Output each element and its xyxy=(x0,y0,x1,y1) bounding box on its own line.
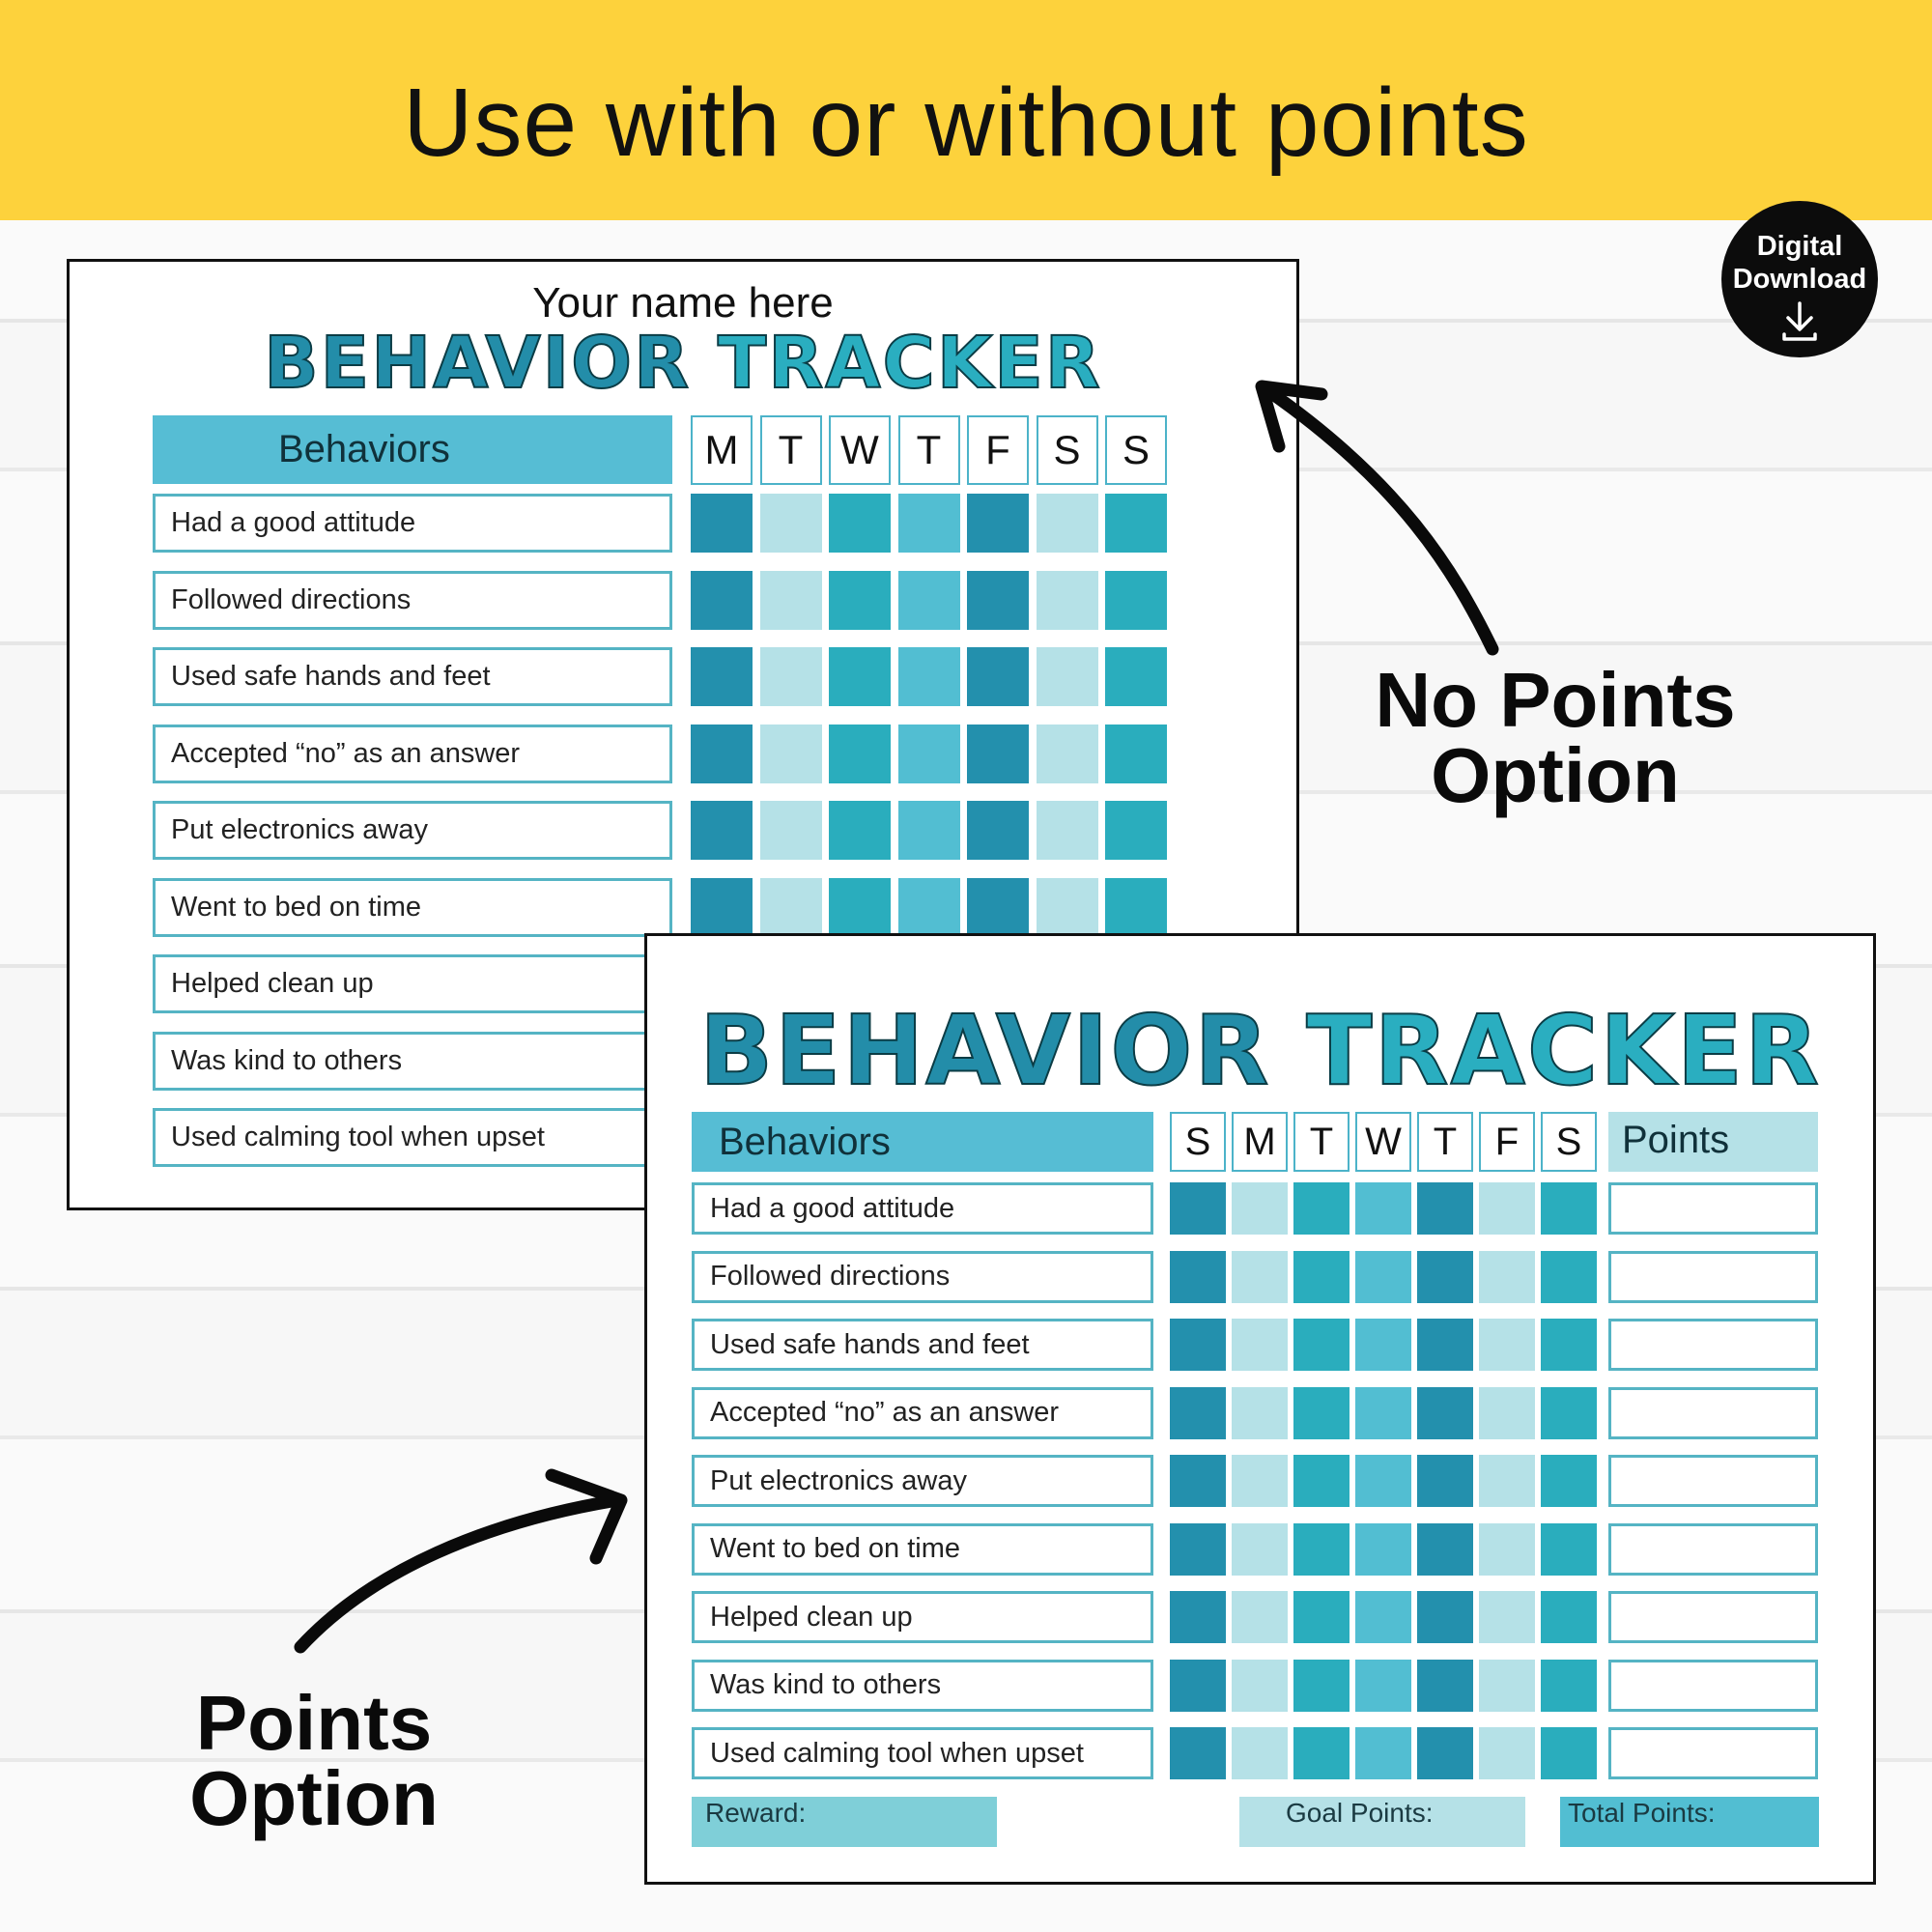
points-cell xyxy=(1608,1591,1818,1643)
day-cell xyxy=(829,801,891,860)
day-cell xyxy=(1541,1523,1597,1576)
day-cell xyxy=(1037,494,1098,553)
day-cell xyxy=(1170,1319,1226,1371)
day-cell xyxy=(1293,1182,1350,1235)
day-cell xyxy=(1105,647,1167,706)
reward-field: Reward: xyxy=(692,1797,997,1847)
day-cell xyxy=(1355,1660,1411,1712)
behavior-row-label: Used calming tool when upset xyxy=(153,1108,672,1167)
day-cell xyxy=(1417,1319,1473,1371)
day-cell xyxy=(1479,1727,1535,1779)
points-cell xyxy=(1608,1387,1818,1439)
day-cell xyxy=(967,494,1029,553)
sheet-title xyxy=(647,994,1873,1107)
behavior-row-label: Had a good attitude xyxy=(692,1182,1153,1235)
name-line: Your name here xyxy=(532,279,834,327)
day-cell xyxy=(1541,1319,1597,1371)
day-header: T xyxy=(760,415,822,485)
behavior-row-label: Put electronics away xyxy=(692,1455,1153,1507)
sheet-title xyxy=(70,322,1296,405)
day-cell xyxy=(1105,724,1167,783)
day-cell xyxy=(1170,1182,1226,1235)
points-sheet xyxy=(644,933,1876,1885)
points-callout-line-1: Points xyxy=(195,1680,433,1766)
day-cell xyxy=(1541,1660,1597,1712)
goal-points-field: Goal Points: xyxy=(1239,1797,1525,1847)
behavior-row-label: Was kind to others xyxy=(692,1660,1153,1712)
behavior-row-label: Used safe hands and feet xyxy=(153,647,672,706)
behavior-row-label: Used safe hands and feet xyxy=(692,1319,1153,1371)
behavior-row-label: Used calming tool when upset xyxy=(692,1727,1153,1779)
title-word-2: TRACKER xyxy=(1306,994,1822,1107)
title-word-2: TRACKER xyxy=(717,322,1102,405)
points-cell xyxy=(1608,1251,1818,1303)
day-cell xyxy=(1293,1251,1350,1303)
behavior-row-label: Went to bed on time xyxy=(692,1523,1153,1576)
day-cell xyxy=(1170,1523,1226,1576)
day-cell xyxy=(1293,1455,1350,1507)
day-cell xyxy=(1170,1387,1226,1439)
day-cell xyxy=(1105,494,1167,553)
behavior-row-label: Helped clean up xyxy=(692,1591,1153,1643)
day-cell xyxy=(1037,878,1098,937)
day-cell xyxy=(1232,1387,1288,1439)
day-header: S xyxy=(1105,415,1167,485)
behavior-row-label: Followed directions xyxy=(692,1251,1153,1303)
day-cell xyxy=(1417,1387,1473,1439)
day-cell xyxy=(1293,1727,1350,1779)
no-points-callout xyxy=(1323,657,1787,818)
day-header: W xyxy=(829,415,891,485)
day-cell xyxy=(829,571,891,630)
points-cell xyxy=(1608,1319,1818,1371)
arrow-to-no-points-sheet xyxy=(1227,367,1517,676)
day-cell xyxy=(1355,1591,1411,1643)
day-cell xyxy=(1293,1523,1350,1576)
points-cell xyxy=(1608,1523,1818,1576)
points-cell xyxy=(1608,1727,1818,1779)
day-header: T xyxy=(1293,1112,1350,1172)
day-header: T xyxy=(1417,1112,1473,1172)
day-cell xyxy=(1170,1251,1226,1303)
day-cell xyxy=(1417,1182,1473,1235)
day-cell xyxy=(1479,1319,1535,1371)
day-cell xyxy=(691,724,753,783)
behavior-row-label: Followed directions xyxy=(153,571,672,630)
behavior-row-label: Accepted “no” as an answer xyxy=(692,1387,1153,1439)
behavior-row-label: Put electronics away xyxy=(153,801,672,860)
day-cell xyxy=(1170,1727,1226,1779)
top-banner xyxy=(0,0,1932,220)
day-cell xyxy=(1355,1455,1411,1507)
day-cell xyxy=(1417,1523,1473,1576)
day-cell xyxy=(1293,1387,1350,1439)
behavior-row-label: Went to bed on time xyxy=(153,878,672,937)
day-cell xyxy=(691,801,753,860)
day-cell xyxy=(1170,1591,1226,1643)
day-cell xyxy=(760,801,822,860)
arrow-to-points-sheet xyxy=(285,1454,642,1676)
day-cell xyxy=(1232,1591,1288,1643)
day-header: F xyxy=(967,415,1029,485)
points-cell xyxy=(1608,1182,1818,1235)
banner-title: Use with or without points xyxy=(403,69,1529,177)
behavior-row-label: Was kind to others xyxy=(153,1032,672,1091)
day-cell xyxy=(1037,647,1098,706)
day-header: S xyxy=(1541,1112,1597,1172)
day-cell xyxy=(1541,1455,1597,1507)
day-cell xyxy=(760,647,822,706)
day-cell xyxy=(1293,1591,1350,1643)
day-cell xyxy=(829,878,891,937)
day-cell xyxy=(1170,1455,1226,1507)
title-word-1: BEHAVIOR xyxy=(698,994,1271,1107)
day-header: M xyxy=(1232,1112,1288,1172)
day-cell xyxy=(1479,1455,1535,1507)
day-cell xyxy=(1355,1727,1411,1779)
day-cell xyxy=(1417,1251,1473,1303)
day-cell xyxy=(760,878,822,937)
day-cell xyxy=(1417,1591,1473,1643)
points-header: Points xyxy=(1608,1112,1818,1172)
day-cell xyxy=(967,801,1029,860)
day-cell xyxy=(1479,1387,1535,1439)
day-cell xyxy=(1105,571,1167,630)
badge-line-1: Digital xyxy=(1756,231,1843,262)
day-cell xyxy=(1105,801,1167,860)
day-cell xyxy=(1355,1523,1411,1576)
day-cell xyxy=(1541,1251,1597,1303)
day-cell xyxy=(1355,1387,1411,1439)
day-header: M xyxy=(691,415,753,485)
day-cell xyxy=(1479,1591,1535,1643)
day-cell xyxy=(1541,1591,1597,1643)
day-cell xyxy=(1293,1319,1350,1371)
day-cell xyxy=(691,494,753,553)
day-cell xyxy=(1037,801,1098,860)
points-cell xyxy=(1608,1455,1818,1507)
day-header: S xyxy=(1170,1112,1226,1172)
points-cell xyxy=(1608,1660,1818,1712)
day-cell xyxy=(1479,1182,1535,1235)
day-cell xyxy=(760,571,822,630)
no-points-callout-line-1: No Points xyxy=(1375,657,1736,743)
day-cell xyxy=(1355,1319,1411,1371)
day-cell xyxy=(1541,1182,1597,1235)
day-cell xyxy=(1541,1387,1597,1439)
day-header: T xyxy=(898,415,960,485)
day-cell xyxy=(1232,1660,1288,1712)
day-cell xyxy=(967,571,1029,630)
points-callout-line-2: Option xyxy=(189,1755,439,1841)
behavior-row-label: Accepted “no” as an answer xyxy=(153,724,672,783)
day-cell xyxy=(691,878,753,937)
day-cell xyxy=(1417,1727,1473,1779)
day-cell xyxy=(1541,1727,1597,1779)
behavior-row-label: Helped clean up xyxy=(153,954,672,1013)
day-cell xyxy=(1232,1251,1288,1303)
day-header: W xyxy=(1355,1112,1411,1172)
no-points-callout-line-2: Option xyxy=(1431,732,1680,818)
day-cell xyxy=(1232,1727,1288,1779)
day-cell xyxy=(967,878,1029,937)
day-header: S xyxy=(1037,415,1098,485)
day-cell xyxy=(691,571,753,630)
day-cell xyxy=(829,494,891,553)
day-cell xyxy=(898,494,960,553)
day-cell xyxy=(760,494,822,553)
behavior-row-label: Had a good attitude xyxy=(153,494,672,553)
day-cell xyxy=(1232,1455,1288,1507)
day-cell xyxy=(1037,724,1098,783)
day-cell xyxy=(1355,1251,1411,1303)
day-cell xyxy=(1417,1660,1473,1712)
day-cell xyxy=(760,724,822,783)
day-cell xyxy=(1479,1251,1535,1303)
day-cell xyxy=(1232,1319,1288,1371)
day-cell xyxy=(898,724,960,783)
points-callout xyxy=(126,1680,502,1841)
behaviors-header: Behaviors xyxy=(692,1112,1153,1172)
badge-line-2: Download xyxy=(1732,264,1867,295)
day-cell xyxy=(1355,1182,1411,1235)
day-cell xyxy=(1037,571,1098,630)
day-cell xyxy=(1170,1660,1226,1712)
day-cell xyxy=(829,647,891,706)
day-cell xyxy=(1479,1523,1535,1576)
digital-download-badge xyxy=(1721,201,1878,357)
behaviors-header: Behaviors xyxy=(153,415,672,484)
day-cell xyxy=(1293,1660,1350,1712)
day-cell xyxy=(898,801,960,860)
day-cell xyxy=(898,878,960,937)
day-cell xyxy=(1232,1182,1288,1235)
day-cell xyxy=(691,647,753,706)
day-cell xyxy=(967,724,1029,783)
day-cell xyxy=(829,724,891,783)
title-word-1: BEHAVIOR xyxy=(264,322,692,405)
day-header: F xyxy=(1479,1112,1535,1172)
day-cell xyxy=(1479,1660,1535,1712)
day-cell xyxy=(1105,878,1167,937)
download-icon xyxy=(1778,299,1821,342)
day-cell xyxy=(898,571,960,630)
day-cell xyxy=(967,647,1029,706)
day-cell xyxy=(1232,1523,1288,1576)
day-cell xyxy=(1417,1455,1473,1507)
total-points-field: Total Points: xyxy=(1560,1797,1819,1847)
day-cell xyxy=(898,647,960,706)
